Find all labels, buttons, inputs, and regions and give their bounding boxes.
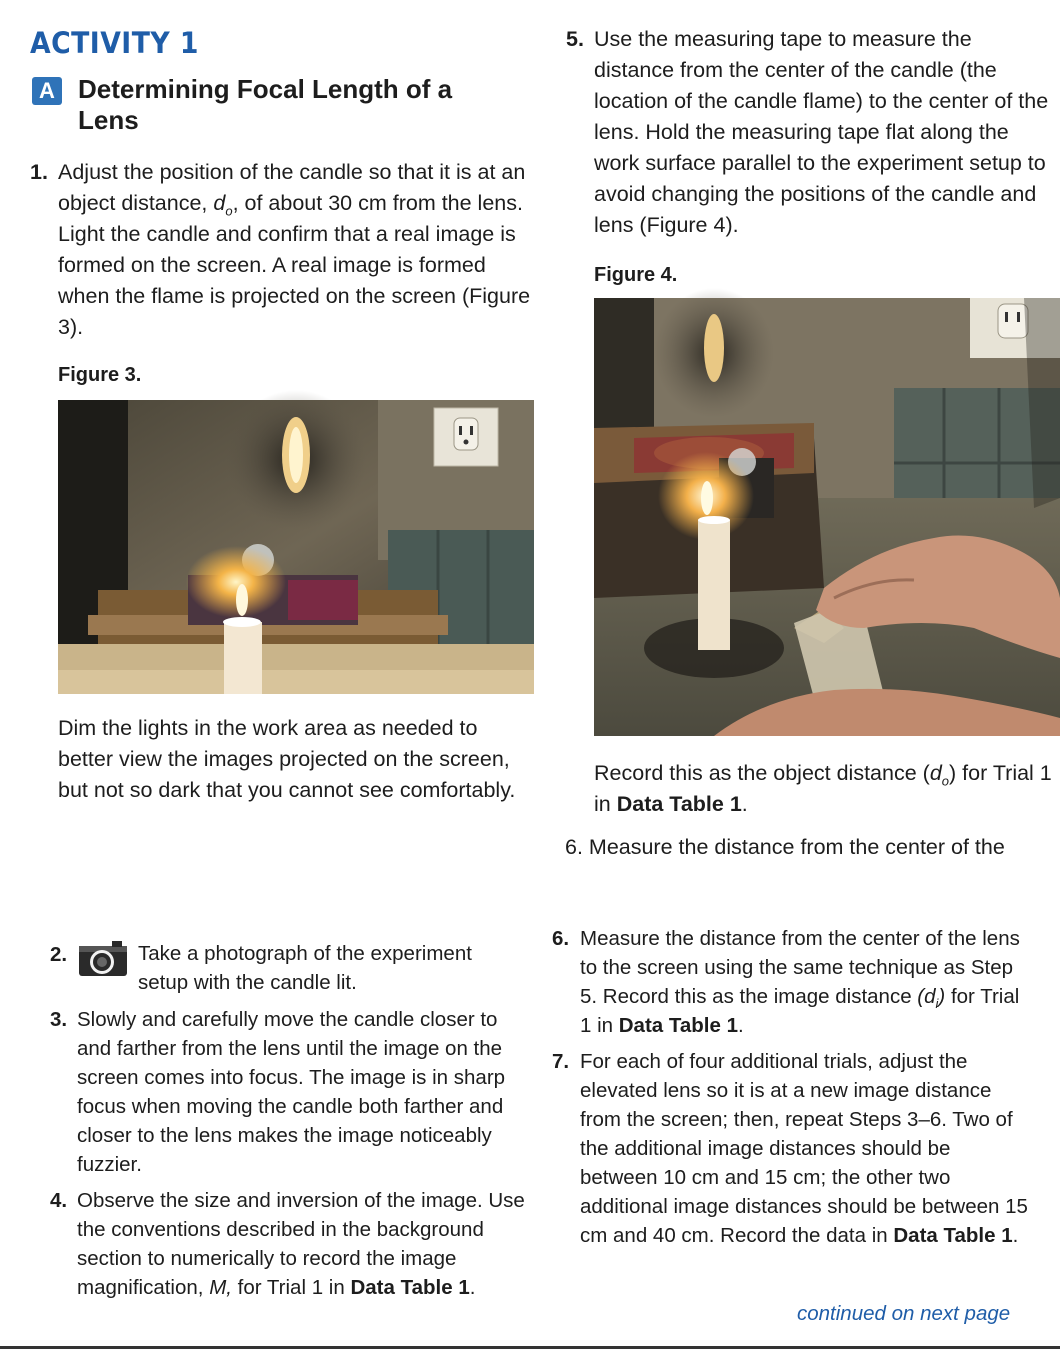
figure-4-photo bbox=[594, 298, 1060, 736]
record-object-distance bbox=[594, 758, 1056, 820]
record-text-a: Record this as the object distance ( bbox=[594, 761, 930, 785]
step-6-subscript: i bbox=[935, 996, 939, 1012]
step-6-text-b: for Trial 1 in bbox=[580, 985, 1020, 1037]
step-6-paren: ) bbox=[938, 985, 946, 1008]
step-4 bbox=[50, 1186, 527, 1302]
step-1 bbox=[30, 157, 536, 343]
step-6-table-ref: Data Table 1 bbox=[618, 1014, 738, 1037]
step-2-number bbox=[50, 940, 72, 969]
step-6 bbox=[552, 924, 1030, 1040]
step-1-variable: d bbox=[213, 191, 226, 215]
step-7-period: . bbox=[1012, 1224, 1019, 1247]
continued-link[interactable]: continued on next page bbox=[797, 1302, 1011, 1325]
step-6-number: 6. bbox=[552, 927, 570, 950]
cut-off-step-6 bbox=[565, 832, 1055, 859]
step-2-text: Take a photograph of the experiment setup with the candle lit. bbox=[138, 942, 472, 994]
step-3 bbox=[50, 1005, 522, 1179]
figure-3-photo bbox=[58, 400, 534, 694]
figure-4-label: Figure 4. bbox=[594, 264, 678, 286]
dim-lights-note: Dim the lights in the work area as needed to better view the images projected on the screen, but not so dark that you cannot see comfortably. bbox=[58, 716, 516, 802]
step-2-num-text: 2. bbox=[50, 943, 68, 966]
step-5-number: 5. bbox=[566, 27, 584, 51]
step-4-number: 4. bbox=[50, 1189, 68, 1212]
activity-heading: ACTIVITY 1 bbox=[30, 26, 199, 60]
figure-3-label: Figure 3. bbox=[58, 364, 142, 386]
record-text-b: ) for Trial 1 in bbox=[594, 761, 1052, 816]
step-5-text: Use the measuring tape to measure the distance from the center of the candle (the location of the candle flame) to the center of the lens. Hold the measuring tape flat along the work surface parallel to the experiment setup to avoid changing the positions of the candle and lens (Figure 4). bbox=[594, 27, 1049, 237]
step-7-table-ref: Data Table 1 bbox=[893, 1224, 1013, 1247]
step-1-text-b: , of about 30 cm from the lens. Light the candle and confirm that a real image is formed on the screen. A real image is formed when the flame is projected on the screen (Figure 3). bbox=[58, 191, 531, 339]
record-period: . bbox=[741, 792, 748, 816]
section-badge: A bbox=[32, 77, 62, 105]
outlet-icon bbox=[998, 304, 1028, 338]
step-6-variable: (d bbox=[917, 985, 936, 1008]
step-4-text-a: Observe the size and inversion of the image. Use the conventions described in the background section to numerically to record the image magnification, bbox=[77, 1189, 525, 1299]
outlet-icon bbox=[454, 418, 478, 450]
page-divider bbox=[0, 1346, 1060, 1349]
step-7-number: 7. bbox=[552, 1050, 570, 1073]
section-title: Determining Focal Length of a Lens bbox=[78, 74, 453, 135]
step-4-period: . bbox=[469, 1276, 476, 1299]
record-subscript: o bbox=[941, 773, 950, 789]
record-table-ref: Data Table 1 bbox=[616, 792, 742, 816]
step-1-subscript: o bbox=[225, 203, 233, 219]
step-6-period: . bbox=[738, 1014, 744, 1037]
camera-icon bbox=[76, 938, 130, 980]
step-1-number: 1. bbox=[30, 160, 48, 184]
step-6-text-a: Measure the distance from the center of the lens to the screen using the same technique as Step 5. Record this as the image distance bbox=[580, 927, 1020, 1008]
step-4-text-b: for Trial 1 in bbox=[231, 1276, 351, 1299]
step-3-text: Slowly and carefully move the candle closer to and farther from the lens until the image on the screen comes into focus. The image is in sharp focus when moving the candle both farther and closer to the lens makes the image noticeably fuzzier. bbox=[77, 1008, 506, 1176]
step-4-variable: M, bbox=[209, 1276, 232, 1299]
step-7-text-a: For each of four additional trials, adjust the elevated lens so it is at a new image distance from the screen; then, repeat Steps 3–6. Two of the additional image distances should be between 10 cm and 15 cm; the other two additional image distances should be between 15 cm and 40 cm. Record the data in bbox=[580, 1050, 1028, 1247]
step-7 bbox=[552, 1047, 1030, 1250]
step-3-number: 3. bbox=[50, 1008, 68, 1031]
step-1-text-a: Adjust the position of the candle so that it is at an object distance, bbox=[58, 160, 526, 215]
step-4-table-ref: Data Table 1 bbox=[350, 1276, 470, 1299]
cut-off-text: 6. Measure the distance from the center of the bbox=[565, 835, 1005, 859]
record-variable: d bbox=[929, 761, 942, 785]
step-5 bbox=[566, 24, 1056, 241]
